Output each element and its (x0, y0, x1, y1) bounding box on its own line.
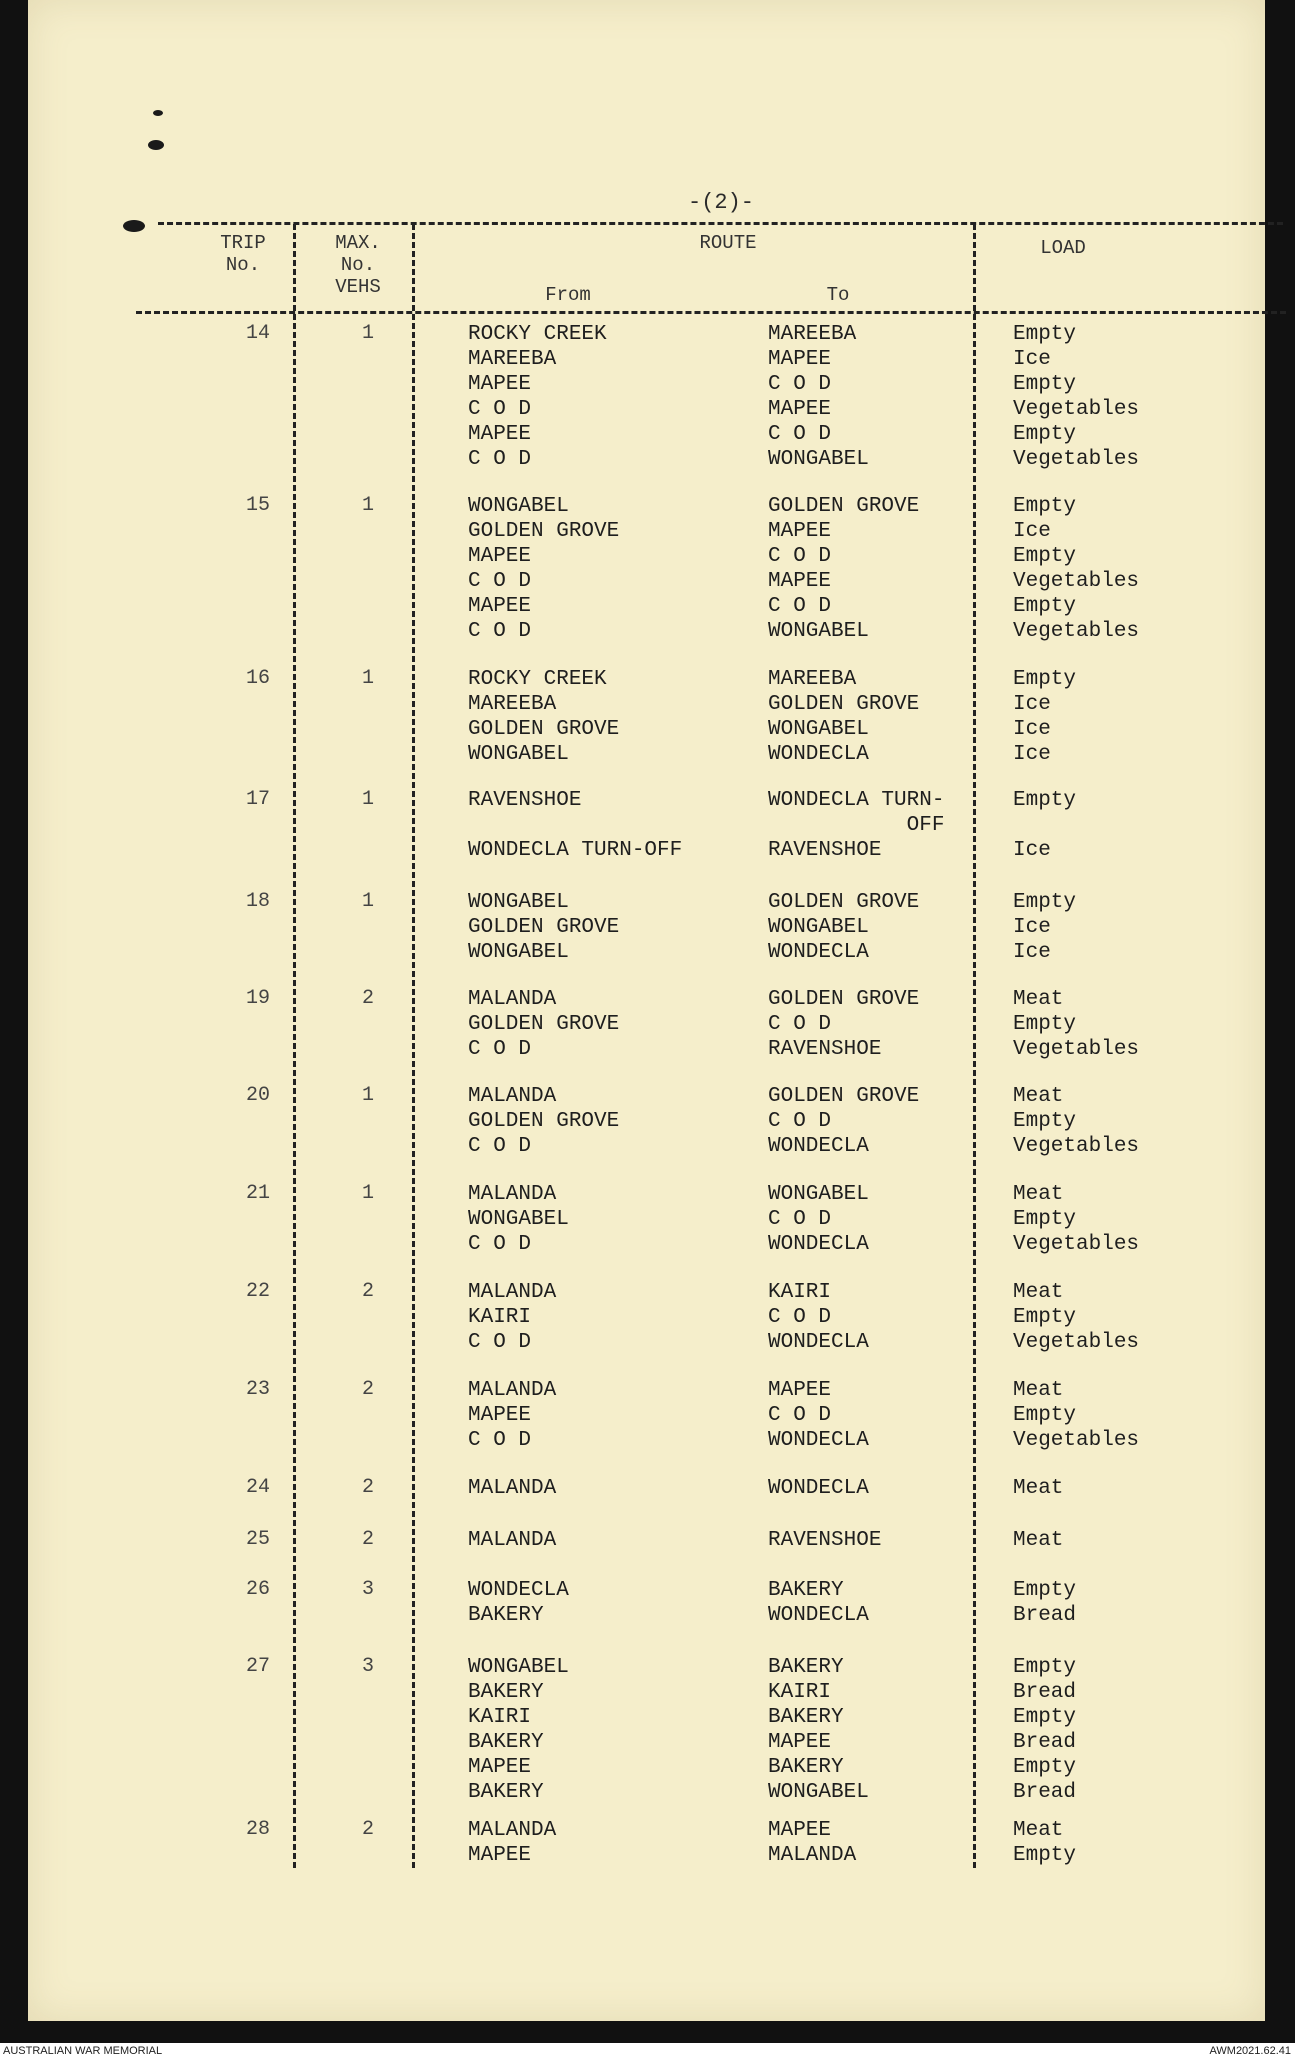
route-from-cell: KAIRI (468, 1306, 532, 1329)
route-load-cell: Empty (1013, 1756, 1077, 1779)
route-to-cell: BAKERY (768, 1756, 844, 1779)
route-to-cell: GOLDEN GROVE (768, 693, 920, 716)
route-from-cell: WONDECLA TURN-OFF (468, 839, 683, 862)
route-to-cell: C O D (768, 373, 832, 396)
route-to-cell: MALANDA (768, 1844, 857, 1867)
route-from-cell: BAKERY (468, 1731, 544, 1754)
route-load-cell: Meat (1013, 1477, 1064, 1500)
max-vehicles: 1 (361, 890, 374, 913)
route-to-cell: WONGABEL (768, 448, 869, 471)
header-bottom-rule (136, 311, 1286, 314)
route-to-cell: WONDECLA (768, 743, 869, 766)
route-from-cell: GOLDEN GROVE (468, 1110, 620, 1133)
route-load-cell: Vegetables (1013, 1429, 1140, 1452)
route-load-cell: Bread (1013, 1731, 1077, 1754)
header-load: LOAD (1040, 237, 1086, 259)
route-from-cell: WONGABEL (468, 1208, 569, 1231)
route-from-cell: MAPEE (468, 595, 532, 618)
route-load-cell: Meat (1013, 1529, 1064, 1552)
trip-number: 19 (245, 987, 270, 1010)
trip-number: 23 (245, 1378, 270, 1401)
trip-number: 15 (245, 494, 270, 517)
route-load-cell: Meat (1013, 988, 1064, 1011)
route-load-cell: Empty (1013, 1110, 1077, 1133)
route-to-cell: WONGABEL (768, 620, 869, 643)
route-load-cell: Empty (1013, 1306, 1077, 1329)
route-from-cell: GOLDEN GROVE (468, 916, 620, 939)
trip-number: 20 (245, 1084, 270, 1107)
route-to-cell: MAPEE (768, 1379, 832, 1402)
route-to-cell: BAKERY (768, 1579, 844, 1602)
route-to-cell: RAVENSHOE (768, 839, 882, 862)
trip-number: 25 (245, 1528, 270, 1551)
column-divider-trip (293, 224, 296, 1868)
trip-number: 14 (245, 322, 270, 345)
route-load-cell: Ice (1013, 348, 1051, 371)
route-load-cell: Meat (1013, 1085, 1064, 1108)
route-load-cell: Vegetables (1013, 1331, 1140, 1354)
route-load-cell: Empty (1013, 545, 1077, 568)
route-to-cell: WONDECLA (768, 1477, 869, 1500)
route-load-cell: Bread (1013, 1604, 1077, 1627)
footer-bar (0, 2043, 1295, 2061)
route-from-cell: WONGABEL (468, 891, 569, 914)
route-from-cell: MAPEE (468, 1404, 532, 1427)
route-from-cell: WONGABEL (468, 1656, 569, 1679)
route-load-cell: Vegetables (1013, 620, 1140, 643)
route-from-cell: MAPEE (468, 373, 532, 396)
route-to-cell: WONGABEL (768, 1781, 869, 1804)
route-to-cell: MAPEE (768, 398, 832, 421)
route-from-cell: MAREEBA (468, 348, 557, 371)
route-from-cell: MALANDA (468, 1529, 557, 1552)
route-from-cell: ROCKY CREEK (468, 323, 607, 346)
trip-number: 21 (245, 1182, 270, 1205)
route-from-cell: C O D (468, 570, 532, 593)
route-load-cell: Empty (1013, 423, 1077, 446)
route-from-cell: MALANDA (468, 1819, 557, 1842)
header-to: To (826, 284, 850, 306)
route-load-cell: Meat (1013, 1379, 1064, 1402)
route-from-cell: MAPEE (468, 1844, 532, 1867)
max-vehicles: 2 (361, 1476, 374, 1499)
trip-number: 28 (245, 1818, 270, 1841)
route-from-cell: C O D (468, 1331, 532, 1354)
route-from-cell: C O D (468, 1038, 532, 1061)
route-from-cell: BAKERY (468, 1604, 544, 1627)
footer-credit: AUSTRALIAN WAR MEMORIAL (3, 2045, 163, 2057)
punch-mark (148, 140, 164, 150)
route-load-cell: Vegetables (1013, 1038, 1140, 1061)
route-load-cell: Empty (1013, 323, 1077, 346)
route-to-cell: C O D (768, 545, 832, 568)
trip-number: 22 (245, 1280, 270, 1303)
route-load-cell: Vegetables (1013, 570, 1140, 593)
route-to-cell: MAREEBA (768, 323, 857, 346)
route-to-cell: WONDECLA (768, 941, 869, 964)
route-to-cell: BAKERY (768, 1706, 844, 1729)
route-load-cell: Empty (1013, 595, 1077, 618)
route-to-cell: MAPEE (768, 570, 832, 593)
route-from-cell: C O D (468, 448, 532, 471)
route-to-cell: WONDECLA (768, 1429, 869, 1452)
header-trip: TRIP No. (220, 232, 266, 276)
punch-mark (123, 220, 145, 232)
route-from-cell: WONGABEL (468, 941, 569, 964)
column-divider-route (973, 224, 976, 1868)
route-from-cell: MAPEE (468, 1756, 532, 1779)
route-to-cell: C O D (768, 1208, 832, 1231)
route-load-cell: Ice (1013, 693, 1051, 716)
route-load-cell: Ice (1013, 718, 1051, 741)
max-vehicles: 1 (361, 494, 374, 517)
route-load-cell: Empty (1013, 1844, 1077, 1867)
route-to-cell: WONGABEL (768, 916, 869, 939)
route-load-cell: Vegetables (1013, 398, 1140, 421)
trip-number: 16 (245, 667, 270, 690)
header-vehs: MAX. No. VEHS (335, 232, 381, 298)
route-from-cell: RAVENSHOE (468, 789, 582, 812)
route-load-cell: Meat (1013, 1819, 1064, 1842)
max-vehicles: 2 (361, 1528, 374, 1551)
trip-number: 24 (245, 1476, 270, 1499)
route-from-cell: MALANDA (468, 1281, 557, 1304)
route-from-cell: GOLDEN GROVE (468, 520, 620, 543)
route-from-cell: MAPEE (468, 545, 532, 568)
route-to-cell: WONDECLA TURN- (768, 789, 945, 812)
route-from-cell: MALANDA (468, 1183, 557, 1206)
header-route: ROUTE (699, 232, 757, 254)
max-vehicles: 2 (361, 987, 374, 1010)
route-load-cell: Vegetables (1013, 448, 1140, 471)
route-to-cell: MAREEBA (768, 668, 857, 691)
route-to-cell: RAVENSHOE (768, 1038, 882, 1061)
route-from-cell: ROCKY CREEK (468, 668, 607, 691)
route-from-cell: GOLDEN GROVE (468, 718, 620, 741)
route-to-cell: RAVENSHOE (768, 1529, 882, 1552)
max-vehicles: 2 (361, 1378, 374, 1401)
route-from-cell: MAPEE (468, 423, 532, 446)
route-load-cell: Ice (1013, 916, 1051, 939)
route-to-cell: C O D (768, 595, 832, 618)
route-load-cell: Empty (1013, 891, 1077, 914)
route-load-cell: Ice (1013, 520, 1051, 543)
route-load-cell: Empty (1013, 495, 1077, 518)
route-from-cell: BAKERY (468, 1681, 544, 1704)
page-number: -(2)- (688, 190, 755, 215)
route-from-cell: C O D (468, 1233, 532, 1256)
route-from-cell: C O D (468, 398, 532, 421)
max-vehicles: 1 (361, 667, 374, 690)
route-from-cell: BAKERY (468, 1781, 544, 1804)
route-to-cell: C O D (768, 1013, 832, 1036)
max-vehicles: 1 (361, 1182, 374, 1205)
route-load-cell: Empty (1013, 373, 1077, 396)
route-load-cell: Empty (1013, 1706, 1077, 1729)
max-vehicles: 3 (361, 1578, 374, 1601)
route-to-cell: KAIRI (768, 1281, 832, 1304)
route-from-cell: MALANDA (468, 1477, 557, 1500)
route-load-cell: Ice (1013, 743, 1051, 766)
route-from-cell: GOLDEN GROVE (468, 1013, 620, 1036)
route-load-cell: Meat (1013, 1183, 1064, 1206)
route-from-cell: KAIRI (468, 1706, 532, 1729)
route-from-cell: C O D (468, 1135, 532, 1158)
max-vehicles: 2 (361, 1818, 374, 1841)
trip-number: 27 (245, 1655, 270, 1678)
route-from-cell: WONDECLA (468, 1579, 569, 1602)
trip-number: 26 (245, 1578, 270, 1601)
route-from-cell: C O D (468, 1429, 532, 1452)
route-to-cell: MAPEE (768, 348, 832, 371)
route-load-cell: Bread (1013, 1681, 1077, 1704)
route-from-cell: MALANDA (468, 1085, 557, 1108)
route-from-cell: MALANDA (468, 988, 557, 1011)
max-vehicles: 1 (361, 1084, 374, 1107)
route-load-cell: Bread (1013, 1781, 1077, 1804)
route-to-cell: WONDECLA (768, 1604, 869, 1627)
route-to-cell: C O D (768, 1110, 832, 1133)
trip-number: 18 (245, 890, 270, 913)
footer-accession: AWM2021.62.41 (1209, 2045, 1291, 2057)
route-to-cell: OFF (768, 814, 945, 837)
route-to-cell: C O D (768, 1404, 832, 1427)
route-load-cell: Empty (1013, 1208, 1077, 1231)
route-load-cell: Empty (1013, 1579, 1077, 1602)
header-from: From (545, 284, 591, 306)
route-from-cell: C O D (468, 620, 532, 643)
route-from-cell: WONGABEL (468, 495, 569, 518)
route-to-cell: MAPEE (768, 1819, 832, 1842)
route-to-cell: BAKERY (768, 1656, 844, 1679)
route-to-cell: KAIRI (768, 1681, 832, 1704)
route-load-cell: Meat (1013, 1281, 1064, 1304)
punch-mark (153, 110, 163, 116)
route-to-cell: WONDECLA (768, 1135, 869, 1158)
route-to-cell: GOLDEN GROVE (768, 1085, 920, 1108)
route-to-cell: MAPEE (768, 1731, 832, 1754)
route-to-cell: MAPEE (768, 520, 832, 543)
route-to-cell: C O D (768, 423, 832, 446)
route-to-cell: WONGABEL (768, 1183, 869, 1206)
route-from-cell: MALANDA (468, 1379, 557, 1402)
route-from-cell: MAREEBA (468, 693, 557, 716)
max-vehicles: 1 (361, 322, 374, 345)
route-load-cell: Empty (1013, 789, 1077, 812)
max-vehicles: 3 (361, 1655, 374, 1678)
route-load-cell: Vegetables (1013, 1233, 1140, 1256)
route-load-cell: Empty (1013, 668, 1077, 691)
route-to-cell: GOLDEN GROVE (768, 988, 920, 1011)
document-page (28, 0, 1265, 2021)
route-to-cell: C O D (768, 1306, 832, 1329)
max-vehicles: 1 (361, 788, 374, 811)
route-from-cell: WONGABEL (468, 743, 569, 766)
route-load-cell: Empty (1013, 1656, 1077, 1679)
route-to-cell: WONGABEL (768, 718, 869, 741)
route-to-cell: GOLDEN GROVE (768, 891, 920, 914)
route-load-cell: Ice (1013, 839, 1051, 862)
top-rule (158, 222, 1283, 225)
route-load-cell: Empty (1013, 1013, 1077, 1036)
route-load-cell: Ice (1013, 941, 1051, 964)
trip-number: 17 (245, 788, 270, 811)
max-vehicles: 2 (361, 1280, 374, 1303)
column-divider-vehs (412, 224, 415, 1868)
route-load-cell: Empty (1013, 1404, 1077, 1427)
route-to-cell: GOLDEN GROVE (768, 495, 920, 518)
route-to-cell: WONDECLA (768, 1233, 869, 1256)
route-load-cell: Vegetables (1013, 1135, 1140, 1158)
route-to-cell: WONDECLA (768, 1331, 869, 1354)
